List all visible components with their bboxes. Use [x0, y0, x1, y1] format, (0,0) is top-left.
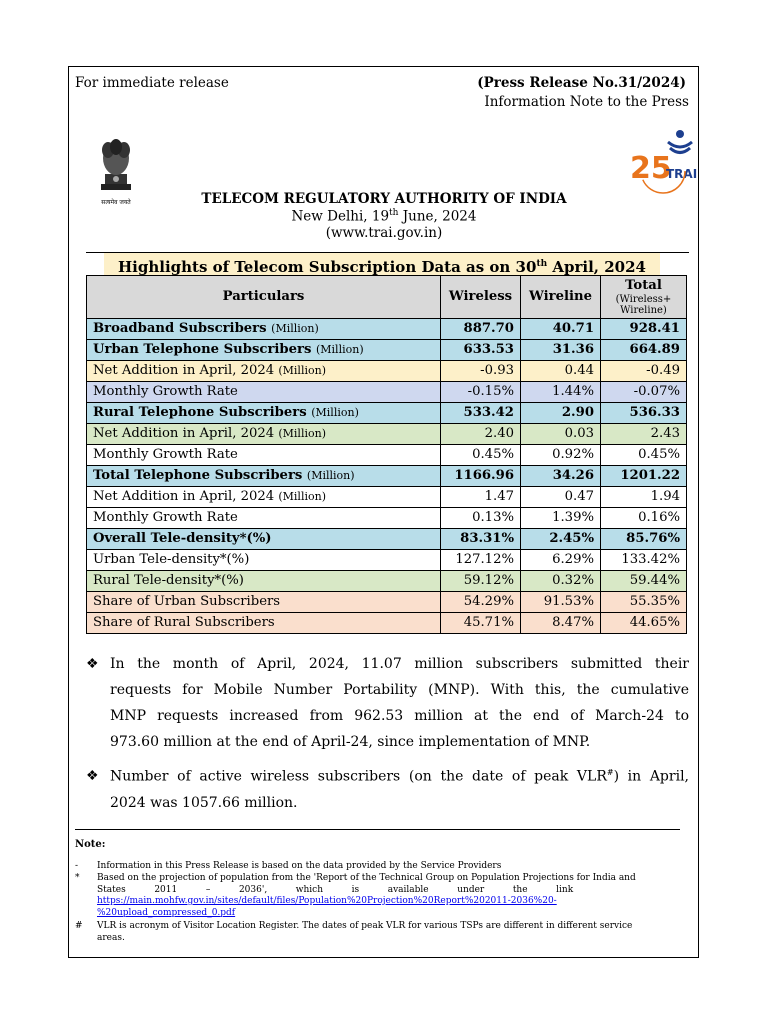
cell-wireless: 633.53 — [441, 340, 521, 361]
cell-total: 664.89 — [601, 340, 687, 361]
cell-total: 55.35% — [601, 592, 687, 613]
cell-wireless: 1166.96 — [441, 466, 521, 487]
cell-total: 59.44% — [601, 571, 687, 592]
row-label: Urban Tele-density*(%) — [87, 550, 441, 571]
cell-wireline: 0.92% — [521, 445, 601, 466]
cell-wireless: 45.71% — [441, 613, 521, 634]
release-label: For immediate release — [75, 75, 229, 91]
svg-text:TRAI: TRAI — [666, 167, 698, 181]
cell-total: 85.76% — [601, 529, 687, 550]
note-mark: - — [75, 861, 79, 871]
row-label: Broadband Subscribers (Million) — [87, 319, 441, 340]
cell-wireline: 34.26 — [521, 466, 601, 487]
bullet-vlr: Number of active wireless subscribers (on the date of peak VLR#) in April, 2024 was 1057.66 million. — [110, 768, 689, 811]
cell-wireless: 2.40 — [441, 424, 521, 445]
highlights-title: Highlights of Telecom Subscription Data as on 30th April, 2024 — [104, 253, 660, 275]
row-label: Net Addition in April, 2024 (Million) — [87, 361, 441, 382]
press-release-number: (Press Release No.31/2024) — [477, 75, 686, 91]
cell-wireless: 83.31% — [441, 529, 521, 550]
table-row — [87, 487, 687, 508]
note-vlr: VLR is acronym of Visitor Location Register. The dates of peak VLR for various TSPs are different in different service areas. — [97, 921, 633, 943]
cell-total: 928.41 — [601, 319, 687, 340]
table-row — [87, 424, 687, 445]
population-report-link[interactable]: https://main.mohfw.gov.in/sites/default/files/Population%20Projection%20Report%202011-2036%20- — [97, 896, 557, 906]
cell-total: 0.16% — [601, 508, 687, 529]
row-label: Rural Telephone Subscribers (Million) — [87, 403, 441, 424]
row-label: Monthly Growth Rate — [87, 508, 441, 529]
row-label: Share of Urban Subscribers — [87, 592, 441, 613]
cell-wireline: 1.44% — [521, 382, 601, 403]
table-row — [87, 382, 687, 403]
row-label: Net Addition in April, 2024 (Million) — [87, 424, 441, 445]
cell-wireless: -0.15% — [441, 382, 521, 403]
note-source: Information in this Press Release is based on the data provided by the Service Providers — [97, 861, 502, 871]
cell-total: 0.45% — [601, 445, 687, 466]
bullet-mnp: In the month of April, 2024, 11.07 million subscribers submitted their requests for Mobile Number Portability (MNP). With this, the cumulative MNP requests increased from 962.53 million at the end of March-24 to 973.60 million at the end of April-24, since implementation of MNP. — [110, 656, 689, 750]
cell-total: 44.65% — [601, 613, 687, 634]
cell-total: -0.49 — [601, 361, 687, 382]
cell-wireless: 127.12% — [441, 550, 521, 571]
cell-wireline: 0.32% — [521, 571, 601, 592]
release-date: New Delhi, 19th June, 2024 — [291, 208, 477, 225]
cell-wireline: 0.47 — [521, 487, 601, 508]
info-note: Information Note to the Press — [484, 94, 689, 110]
cell-wireless: 887.70 — [441, 319, 521, 340]
cell-wireline: 2.45% — [521, 529, 601, 550]
col-wireline: Wireline — [521, 276, 601, 319]
row-label: Overall Tele-density*(%) — [87, 529, 441, 550]
cell-wireless: 54.29% — [441, 592, 521, 613]
col-particulars: Particulars — [87, 276, 441, 319]
org-name: TELECOM REGULATORY AUTHORITY OF INDIA — [201, 191, 567, 207]
row-label: Urban Telephone Subscribers (Million) — [87, 340, 441, 361]
cell-wireless: 1.47 — [441, 487, 521, 508]
note-mark: # — [75, 921, 83, 931]
table-row — [87, 361, 687, 382]
svg-text:25: 25 — [630, 151, 672, 186]
cell-total: -0.07% — [601, 382, 687, 403]
row-label: Share of Rural Subscribers — [87, 613, 441, 634]
col-wireless: Wireless — [441, 276, 521, 319]
cell-wireline: 1.39% — [521, 508, 601, 529]
table-row — [87, 550, 687, 571]
cell-total: 536.33 — [601, 403, 687, 424]
note-mark: * — [75, 873, 80, 883]
row-label: Monthly Growth Rate — [87, 445, 441, 466]
website: (www.trai.gov.in) — [325, 225, 443, 241]
notes-divider — [75, 829, 680, 830]
table-row — [87, 403, 687, 424]
notes-heading: Note: — [75, 839, 106, 850]
cell-wireline: 40.71 — [521, 319, 601, 340]
cell-wireless: 533.42 — [441, 403, 521, 424]
highlights-table — [86, 275, 687, 634]
cell-total: 1201.22 — [601, 466, 687, 487]
table-row — [87, 340, 687, 361]
bullet-icon: ❖ — [86, 656, 99, 672]
cell-wireless: 0.45% — [441, 445, 521, 466]
cell-wireline: 31.36 — [521, 340, 601, 361]
row-label: Net Addition in April, 2024 (Million) — [87, 487, 441, 508]
cell-wireline: 2.90 — [521, 403, 601, 424]
table-row — [87, 466, 687, 487]
cell-wireline: 0.03 — [521, 424, 601, 445]
row-label: Total Telephone Subscribers (Million) — [87, 466, 441, 487]
emblem-caption: सत्यमेव जयते — [101, 199, 131, 206]
cell-total: 2.43 — [601, 424, 687, 445]
table-row — [87, 613, 687, 634]
cell-wireline: 91.53% — [521, 592, 601, 613]
population-report-link-cont[interactable]: %20upload_compressed_0.pdf — [97, 907, 236, 918]
trai-logo-icon — [628, 126, 698, 196]
table-row — [87, 445, 687, 466]
table-row — [87, 529, 687, 550]
row-label: Rural Tele-density*(%) — [87, 571, 441, 592]
bullet-icon: ❖ — [86, 768, 99, 784]
table-row — [87, 592, 687, 613]
cell-wireline: 8.47% — [521, 613, 601, 634]
cell-wireline: 0.44 — [521, 361, 601, 382]
table-row — [87, 508, 687, 529]
cell-wireless: 0.13% — [441, 508, 521, 529]
table-row — [87, 319, 687, 340]
cell-wireless: 59.12% — [441, 571, 521, 592]
cell-wireline: 6.29% — [521, 550, 601, 571]
cell-total: 1.94 — [601, 487, 687, 508]
cell-wireless: -0.93 — [441, 361, 521, 382]
col-total: Total (Wireless+ Wireline) — [601, 276, 687, 319]
row-label: Monthly Growth Rate — [87, 382, 441, 403]
note-population: Based on the projection of population from the 'Report of the Technical Group on Population Projections for India and States 2011 – 2036', which is available under the link https://main.mohfw.gov.in/sites/default/files/Population%20Projection%20Report%202011-2036%20- %20upload_compressed_0.pdf — [97, 873, 636, 918]
table-row — [87, 571, 687, 592]
cell-total: 133.42% — [601, 550, 687, 571]
